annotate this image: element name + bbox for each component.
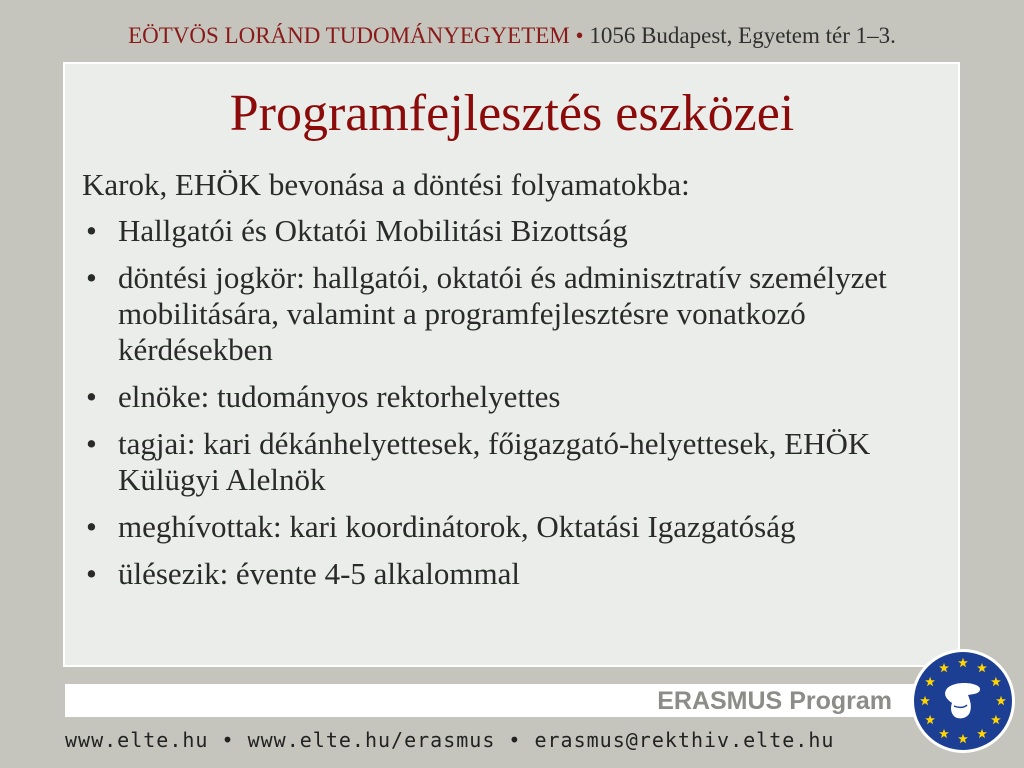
bullet-dot: • (86, 379, 97, 414)
bullet-dot: • (86, 426, 97, 461)
program-word: Program (789, 687, 892, 715)
erasmus-program-label (657, 686, 892, 716)
eu-stars-erasmus-logo-icon (910, 648, 1016, 754)
bullet-text: ülésezik: évente 4-5 alkalommal (118, 556, 520, 591)
slide-header (0, 22, 1024, 50)
bullet-text: tagjai: kari dékánhelyettesek, főigazgató-helyettesek, EHÖK Külügyi Alelnök (118, 426, 871, 497)
bullet-text: meghívottak: kari koordinátorok, Oktatási Igazgatóság (118, 509, 796, 544)
university-address: 1056 Budapest, Egyetem tér 1–3. (589, 23, 896, 48)
slide-title: Programfejlesztés eszközei (229, 85, 795, 142)
bullet-dot: • (86, 260, 97, 295)
university-name: EÖTVÖS LORÁND TUDOMÁNYEGYETEM (128, 23, 570, 48)
bullet-item (82, 260, 957, 368)
bullet-item (82, 509, 957, 545)
bullet-text: döntési jogkör: hallgatói, oktatói és adminisztratív személyzet mobilitására, valamint a programfejlesztésre vonatkozó kérdésekben (118, 260, 887, 367)
bullet-dot: • (86, 556, 97, 591)
bullet-text: Hallgatói és Oktatói Mobilitási Bizottság (118, 213, 628, 248)
intro-text: Karok, EHÖK bevonása a döntési folyamatokba: (82, 167, 690, 202)
bullet-text: elnöke: tudományos rektorhelyettes (118, 379, 561, 414)
erasmus-word: ERASMUS (657, 687, 783, 715)
header-separator: • (575, 23, 584, 48)
bullet-dot: • (86, 213, 97, 248)
bullet-dot: • (86, 509, 97, 544)
bullet-item (82, 379, 957, 415)
bullet-item (82, 556, 957, 592)
bullet-list (82, 213, 957, 603)
footer-links: www.elte.hu • www.elte.hu/erasmus • erasmus@rekthiv.elte.hu (65, 728, 835, 752)
bullet-item (82, 426, 957, 498)
bullet-item (82, 213, 957, 249)
